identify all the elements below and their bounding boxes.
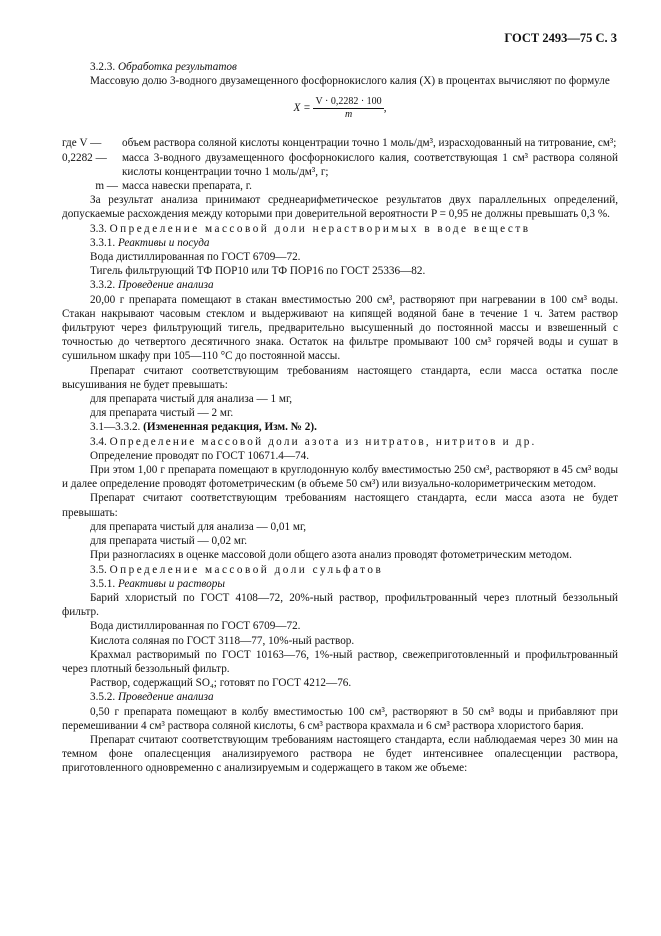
paragraph: 20,00 г препарата помещают в стакан вместимостью 200 см³, растворяют при нагревании в 100 см³ воды. Стакан накрывают часовым стеклом и выдерживают на кипящей водяной бане в течение 1 ч. Затем раствор фильтруют через фильтрующий тигель, предварительно высушенный до постоянной массы и взвешенный с точностью до четвертого десятичного знака. Остаток на фильтре промывают 100 см³ горячей воды и сушат в сушильном шкафу при 105—110 °С до постоянной массы. <box>62 293 618 363</box>
formula-tail: , <box>383 102 387 115</box>
paragraph: Массовую долю 3-водного двузамещенного фосфорнокислого калия (X) в процентах вычисляют по формуле <box>90 75 610 88</box>
section-title: Проведение анализа <box>117 691 214 704</box>
list-item: для препарата чистый — 2 мг. <box>90 407 234 420</box>
section-title: Обработка результатов <box>117 61 237 73</box>
section-title: Определение массовой доли нерастворимых в воде веществ <box>109 222 531 235</box>
list-item: Кислота соляная по ГОСТ 3118—77, 10%-ный раствор. <box>90 634 355 647</box>
paragraph: Препарат считают соответствующим требованиям настоящего стандарта, если масса азота не будет превышать: <box>62 492 618 519</box>
list-item: Барий хлористый по ГОСТ 4108—72, 20%-ный раствор, профильтрованный через плотный беззольный фильтр. <box>62 591 618 619</box>
paragraph: За результат анализа принимают среднеарифметическое результатов двух параллельных определений, допускаемые расхождения между которыми при доверительной вероятности P = 0,95 не должны превышать 0,3 %. <box>62 194 618 221</box>
paragraph: Препарат считают соответствующим требованиям настоящего стандарта, если масса остатка после высушивания не будет превышать: <box>62 364 618 391</box>
paragraph: При разногласиях в оценке массовой доли общего азота анализ проводят фотометрическим методом. <box>90 549 572 562</box>
section-3-3-1-heading: 3.3.1. Реактивы и посуда <box>90 236 210 249</box>
definition-row: m — масса навески препарата, г. <box>95 180 252 193</box>
list-item: Вода дистиллированная по ГОСТ 6709—72. <box>90 251 301 264</box>
page-header: ГОСТ 2493—75 С. 3 <box>504 31 617 45</box>
list-item: Вода дистиллированная по ГОСТ 6709—72. <box>90 620 301 633</box>
formula-lhs: X = <box>293 102 311 115</box>
section-title: Реактивы и растворы <box>117 577 225 590</box>
formula-denominator: m <box>344 109 353 121</box>
list-item: Тигель фильтрующий ТФ ПОР10 или ТФ ПОР16 по ГОСТ 25336—82. <box>90 265 426 278</box>
formula-definitions <box>62 136 618 193</box>
section-3-3-2-heading: 3.3.2. Проведение анализа <box>90 279 214 292</box>
list-item: для препарата чистый для анализа — 1 мг, <box>90 393 293 406</box>
paragraph: 0,50 г препарата помещают в колбу вместимостью 100 см³, растворяют в 50 см³ воды и прибавляют при перемешивании 4 см³ раствора соляной кислоты, 6 см³ раствора крахмала и 6 см³ раствора хлористого бария. <box>62 705 618 732</box>
section-title: Реактивы и посуда <box>117 236 210 249</box>
list-item: Раствор, содержащий SO₄; готовят по ГОСТ 4212—76. <box>90 677 352 690</box>
document-body <box>62 60 618 776</box>
formula-fraction <box>313 96 383 121</box>
paragraph: Препарат считают соответствующим требованиям настоящего стандарта, если наблюдаемая через 30 мин на темном фоне опалесценция анализируемого раствора не будет интенсивнее опалесценции раствора, приготовленного одновременно с анализируемым и содержащего в таком же объеме: <box>62 733 618 775</box>
formula-numerator: V · 0,2282 · 100 <box>315 96 382 108</box>
list-item: для препарата чистый — 0,02 мг. <box>90 535 248 548</box>
edit-note: 3.1—3.3.2. (Измененная редакция, Изм. № 2). <box>90 421 317 434</box>
paragraph: При этом 1,00 г препарата помещают в круглодонную колбу вместимостью 250 см³, растворяют в 45 см³ воды и далее определение проводят фотометрическим (в объеме 50 см³) или визуально-колориметрическим методом. <box>62 464 618 491</box>
section-3-5-heading: 3.5. Определение массовой доли сульфатов <box>90 563 384 576</box>
section-title: Проведение анализа <box>117 279 214 292</box>
list-item: для препарата чистый для анализа — 0,01 мг, <box>90 520 307 533</box>
section-3-5-2-heading: 3.5.2. Проведение анализа <box>90 691 214 704</box>
definition-row: где V — объем раствора соляной кислоты концентрации точно 1 моль/дм³, израсходованный на титрование, см³; <box>62 137 617 150</box>
section-3-5-1-heading: 3.5.1. Реактивы и растворы <box>90 577 225 590</box>
section-3-3-heading: 3.3. Определение массовой доли нерастворимых в воде веществ <box>90 222 531 235</box>
section-3-4-heading: 3.4. Определение массовой доли азота из нитратов, нитритов и др. <box>90 435 537 448</box>
section-title: Определение массовой доли сульфатов <box>109 563 384 576</box>
formula <box>62 96 618 126</box>
definition-row: 0,2282 — масса 3-водного двузамещенного фосфорнокислого калия, соответствующая 1 см³ раствора соляной кислоты концентрации точно 1 моль/дм³, г; <box>62 151 618 178</box>
paragraph: Определение проводят по ГОСТ 10671.4—74. <box>90 449 310 462</box>
section-3-2-3-heading: 3.2.3. Обработка результатов <box>90 61 237 73</box>
list-item: Крахмал растворимый по ГОСТ 10163—76, 1%-ный раствор, свежеприготовленный и профильтрованный через плотный беззольный фильтр. <box>62 648 618 675</box>
section-title: Определение массовой доли азота из нитратов, нитритов и др. <box>109 435 537 448</box>
